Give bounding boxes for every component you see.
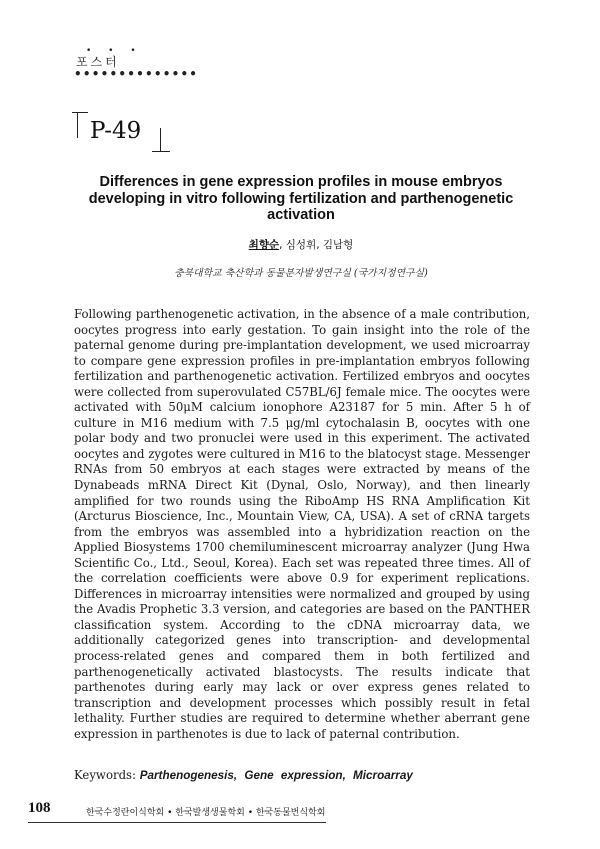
corner-mark-vertical-left (77, 112, 78, 138)
section-label: 포스터 (76, 55, 120, 69)
corner-mark-vertical-right (160, 128, 161, 152)
page-number: 108 (28, 800, 51, 816)
keywords-label: Keywords: (74, 768, 140, 782)
corner-mark-horizontal-right (152, 151, 170, 152)
paper-title: Differences in gene expression profiles in mouse embryos developing in vitro following fertilization and parthenogenetic activation (88, 174, 514, 223)
keywords-terms: Parthenogenesis, Gene expression, Microarray (139, 769, 413, 782)
decorative-dots-top: • • • (86, 46, 143, 56)
abstract-body: Following parthenogenetic activation, in the absence of a male contribution, oocytes progress into early gestation. To gain insight into the role of the paternal genome during pre-implantation development, we used microarray to compare gene expression profiles in pre-implantation embryos following fertilization and parthenogenetic activation. Fertilized embryos and oocytes were collected from superovulated C57BL/6J female mice. The oocytes were activated with 50μM calcium ionophore A23187 for 5 min. After 5 h of culture in M16 medium with 7.5 μg/ml cytochalasin B, oocytes with one polar body and two pronuclei were used in this experiment. The activated oocytes and zygotes were cultured in M16 to the blatocyst stage. Messenger RNAs from 50 embryos at each stages were extracted by means of the Dynabeads mRNA Direct Kit (Dynal, Oslo, Norway), and then linearly amplified for two rounds using the RiboAmp HS RNA Amplification Kit (Arcturus Bioscience, Inc., Mountain View, CA, USA). A set of cRNA targets from the embryos was assembled into a hybridization reaction on the Applied Biosystems 1700 chemiluminescent microarray analyzer (Jung Hwa Scientific Co., Ltd., Seoul, Korea). Each set was repeated three times. All of the correlation coefficients were above 0.9 for experiment replications. Differences in microarray intensities were normalized and grouped by using the Avadis Prophetic 3.3 version, and categories are based on the PANTHER classification system. According to the cDNA microarray data, we additionally categorized genes into transcription- and developmental process-related genes and compared them in both fertilized and parthenogenetically activated blastocysts. The results indicate that parthenotes during early may lack or over express genes related to transcription and development processes which possibly result in fetal lethality. Further studies are required to determine whether aberrant gene expression in parthenotes is due to lack of paternal contribution. (74, 307, 530, 741)
decorative-dots-row: •••••••••••••• (74, 67, 199, 81)
keywords-line (74, 768, 413, 782)
affiliation: 충북대학교 축산학과 동물분자발생연구실 (국가지정연구실) (174, 268, 428, 279)
footer-rule (28, 822, 326, 823)
author-list (70, 237, 532, 252)
footer-societies: 한국수정란이식학회 • 한국발생생물학회 • 한국동물번식학회 (86, 808, 326, 818)
co-authors: , 심성휘, 김남형 (279, 239, 354, 251)
poster-code: P-49 (90, 118, 142, 144)
corner-mark-horizontal-left (72, 112, 88, 113)
first-author: 최향순 (248, 239, 280, 251)
